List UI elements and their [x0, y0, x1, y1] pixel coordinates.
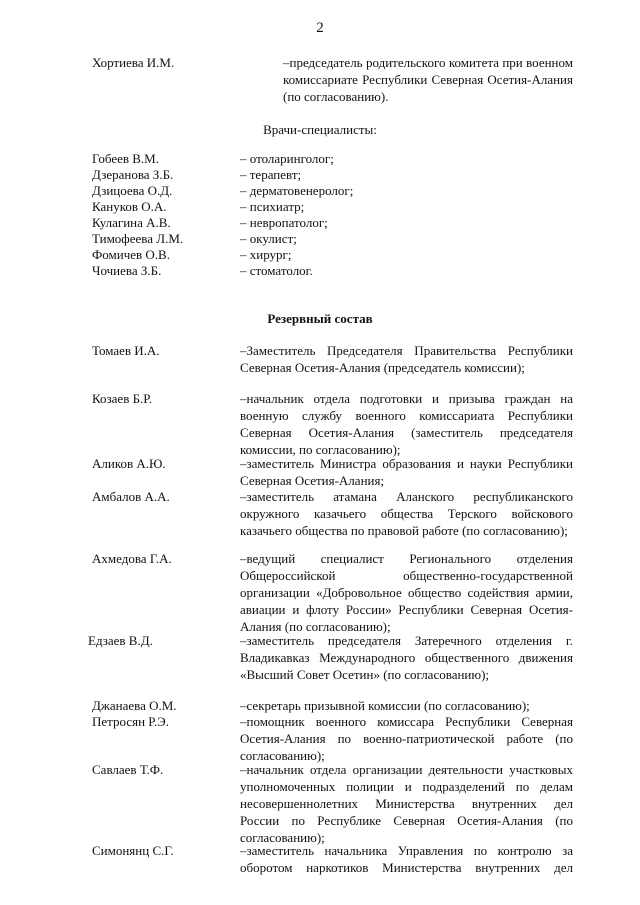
reserve-name: Томаев И.А.: [92, 343, 160, 358]
reserve-role: –секретарь призывной комиссии (по согласованию);: [240, 698, 530, 713]
member-name: Хортиева И.М.: [92, 55, 175, 70]
reserve-role: –начальник отдела подготовки и призыва граждан на военную службу военного комиссариата Республики Северная Осетия-Алания (заместитель председателя комиссии, по согласованию);: [240, 391, 573, 457]
reserve-role: –заместитель председателя Затеречного отделения г. Владикавказ Международного общественного движения «Высший Совет Осетин» (по согласованию);: [240, 633, 573, 682]
reserve-role: –ведущий специалист Регионального отделения Общероссийской общественно-государственной организации «Добровольное общество содействия армии, авиации и флоту России» Республики Северная Осетия-Алания (по согласованию);: [240, 551, 573, 634]
specialist-name: Чочиева З.Б.: [92, 263, 162, 278]
section-heading-reserve: Резервный состав: [267, 311, 373, 326]
specialist-role: – стоматолог.: [240, 263, 313, 278]
section-heading-specialists: Врачи-специалисты:: [263, 122, 377, 137]
reserve-role: –заместитель начальника Управления по контролю за оборотом наркотиков Министерства внутренних дел: [240, 843, 573, 875]
specialist-name: Гобеев В.М.: [92, 151, 159, 166]
page-number: 2: [316, 20, 324, 36]
reserve-role: –заместитель атамана Аланского республиканского окружного казачьего общества Терского войскового казачьего общества по правовой работе (по согласованию);: [240, 489, 573, 538]
specialist-role: – хирург;: [240, 247, 292, 262]
reserve-role: –заместитель Министра образования и науки Республики Северная Осетия-Алания;: [240, 456, 573, 488]
reserve-role: –Заместитель Председателя Правительства Республики Северная Осетия-Алания (председатель комиссии);: [240, 343, 573, 375]
specialist-role: – отоларинголог;: [240, 151, 334, 166]
specialist-name: Кулагина А.В.: [92, 215, 171, 230]
specialist-role: – дерматовенеролог;: [240, 183, 354, 198]
specialist-role: – психиатр;: [240, 199, 305, 214]
specialist-name: Фомичев О.В.: [92, 247, 170, 262]
reserve-name: Петросян Р.Э.: [92, 714, 169, 729]
reserve-name: Аликов А.Ю.: [92, 456, 166, 471]
reserve-name: Амбалов А.А.: [92, 489, 170, 504]
specialist-role: – окулист;: [240, 231, 297, 246]
reserve-name: Едзаев В.Д.: [88, 633, 153, 648]
reserve-role: –начальник отдела организации деятельности участковых уполномоченных полиции и подразделений по делам несовершеннолетних Министерства внутренних дел России по Республике Северная Осетия-Алания (по согласованию);: [240, 762, 573, 845]
specialist-name: Дзеранова З.Б.: [92, 167, 174, 182]
reserve-role: –помощник военного комиссара Республики Северная Осетия-Алания по военно-патриотической работе (по согласованию);: [240, 714, 573, 763]
reserve-name: Козаев Б.Р.: [92, 391, 153, 406]
specialist-role: – невропатолог;: [240, 215, 328, 230]
specialist-name: Дзицоева О.Д.: [92, 183, 173, 198]
specialist-role: – терапевт;: [240, 167, 302, 182]
specialist-name: Тимофеева Л.М.: [92, 231, 184, 246]
reserve-name: Савлаев Т.Ф.: [92, 762, 164, 777]
member-role: –председатель родительского комитета при военном комиссариате Республики Северная Осетия-Алания (по согласованию).: [283, 55, 573, 104]
specialist-name: Кануков О.А.: [92, 199, 167, 214]
reserve-name: Ахмедова Г.А.: [92, 551, 172, 566]
reserve-name: Джанаева О.М.: [92, 698, 177, 713]
reserve-name: Симонянц С.Г.: [92, 843, 174, 858]
